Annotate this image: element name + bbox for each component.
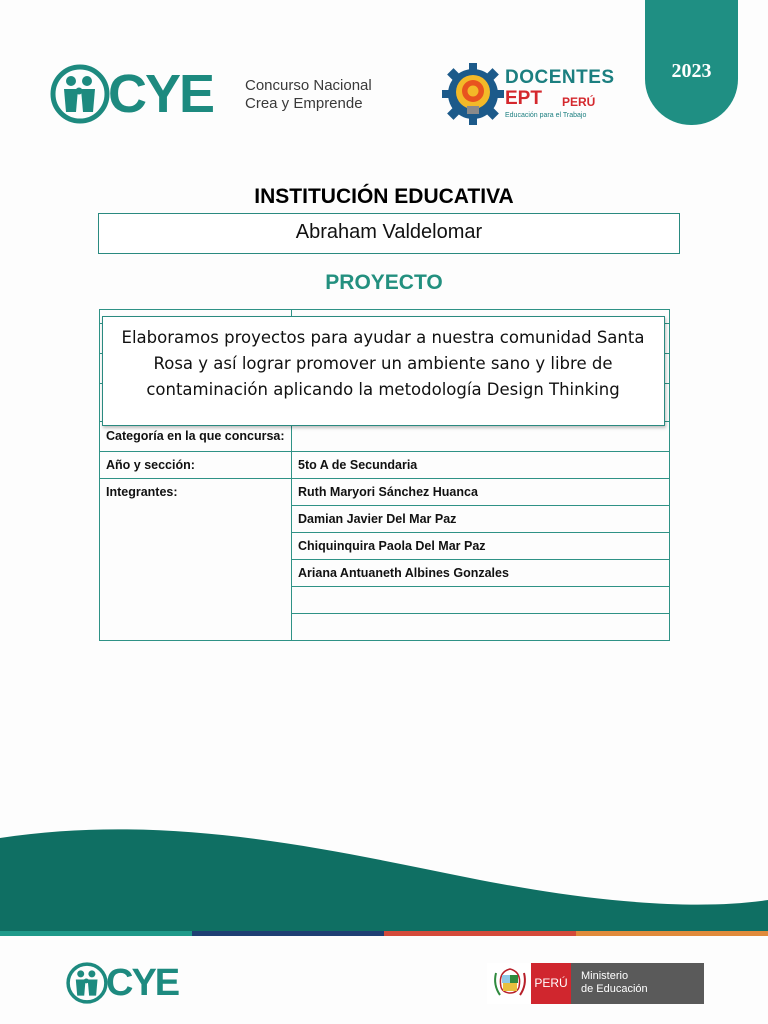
table-row (100, 479, 670, 506)
year-section-value: 5to A de Secundaria (292, 452, 670, 479)
member-3: Chiquinquira Paola Del Mar Paz (292, 533, 670, 560)
project-heading: PROYECTO (325, 271, 443, 294)
footer-stripe-red (384, 931, 576, 936)
institution-heading: INSTITUCIÓN EDUCATIVA (254, 185, 514, 208)
year-section-label: Año y sección: (100, 452, 292, 479)
docentes-tagline: Educación para el Trabajo (505, 112, 587, 119)
table-row (100, 452, 670, 479)
category-value (292, 422, 670, 452)
footer-stripe-teal (0, 931, 192, 936)
ministry-line1: Ministerio (581, 970, 629, 982)
member-6 (292, 614, 670, 641)
table-row (100, 422, 670, 452)
peru-badge-label: PERÚ (534, 976, 568, 990)
category-label: Categoría en la que concursa: (100, 422, 292, 452)
institution-name: Abraham Valdelomar (295, 221, 483, 243)
family-icon (66, 962, 108, 1004)
project-description: Elaboramos proyectos para ayudar a nuestra comunidad Santa Rosa y así lograr promover un ambiente sano y libre de contaminación aplicando la metodología Design Thinking (121, 328, 645, 399)
cye-logo (50, 64, 390, 124)
docentes-ept-logo (442, 63, 615, 125)
footer-cye-word: CYE (106, 962, 179, 1004)
minedu-logo (487, 963, 704, 1004)
gear-bulb-icon (442, 63, 504, 125)
cye-logo-line1: Concurso Nacional (245, 77, 372, 94)
cye-logo-word: CYE (108, 64, 214, 124)
docentes-peru: PERÚ (562, 95, 596, 109)
cye-logo-line2: Crea y Emprende (245, 95, 363, 112)
ministry-line2: de Educación (581, 983, 648, 995)
member-5 (292, 587, 670, 614)
footer-stripe-orange (576, 931, 768, 936)
member-2: Damian Javier Del Mar Paz (292, 506, 670, 533)
member-4: Ariana Antuaneth Albines Gonzales (292, 560, 670, 587)
footer-cye-logo (66, 962, 206, 1004)
docentes-word: DOCENTES (505, 67, 615, 88)
family-icon (50, 64, 110, 124)
year-label: 2023 (671, 60, 712, 82)
peru-coat-of-arms-icon (491, 965, 529, 1002)
member-1: Ruth Maryori Sánchez Huanca (292, 479, 670, 506)
docentes-ept: EPT (505, 88, 542, 109)
footer-wave (0, 820, 768, 940)
members-label: Integrantes: (100, 479, 292, 641)
footer-stripe-navy (192, 931, 384, 936)
